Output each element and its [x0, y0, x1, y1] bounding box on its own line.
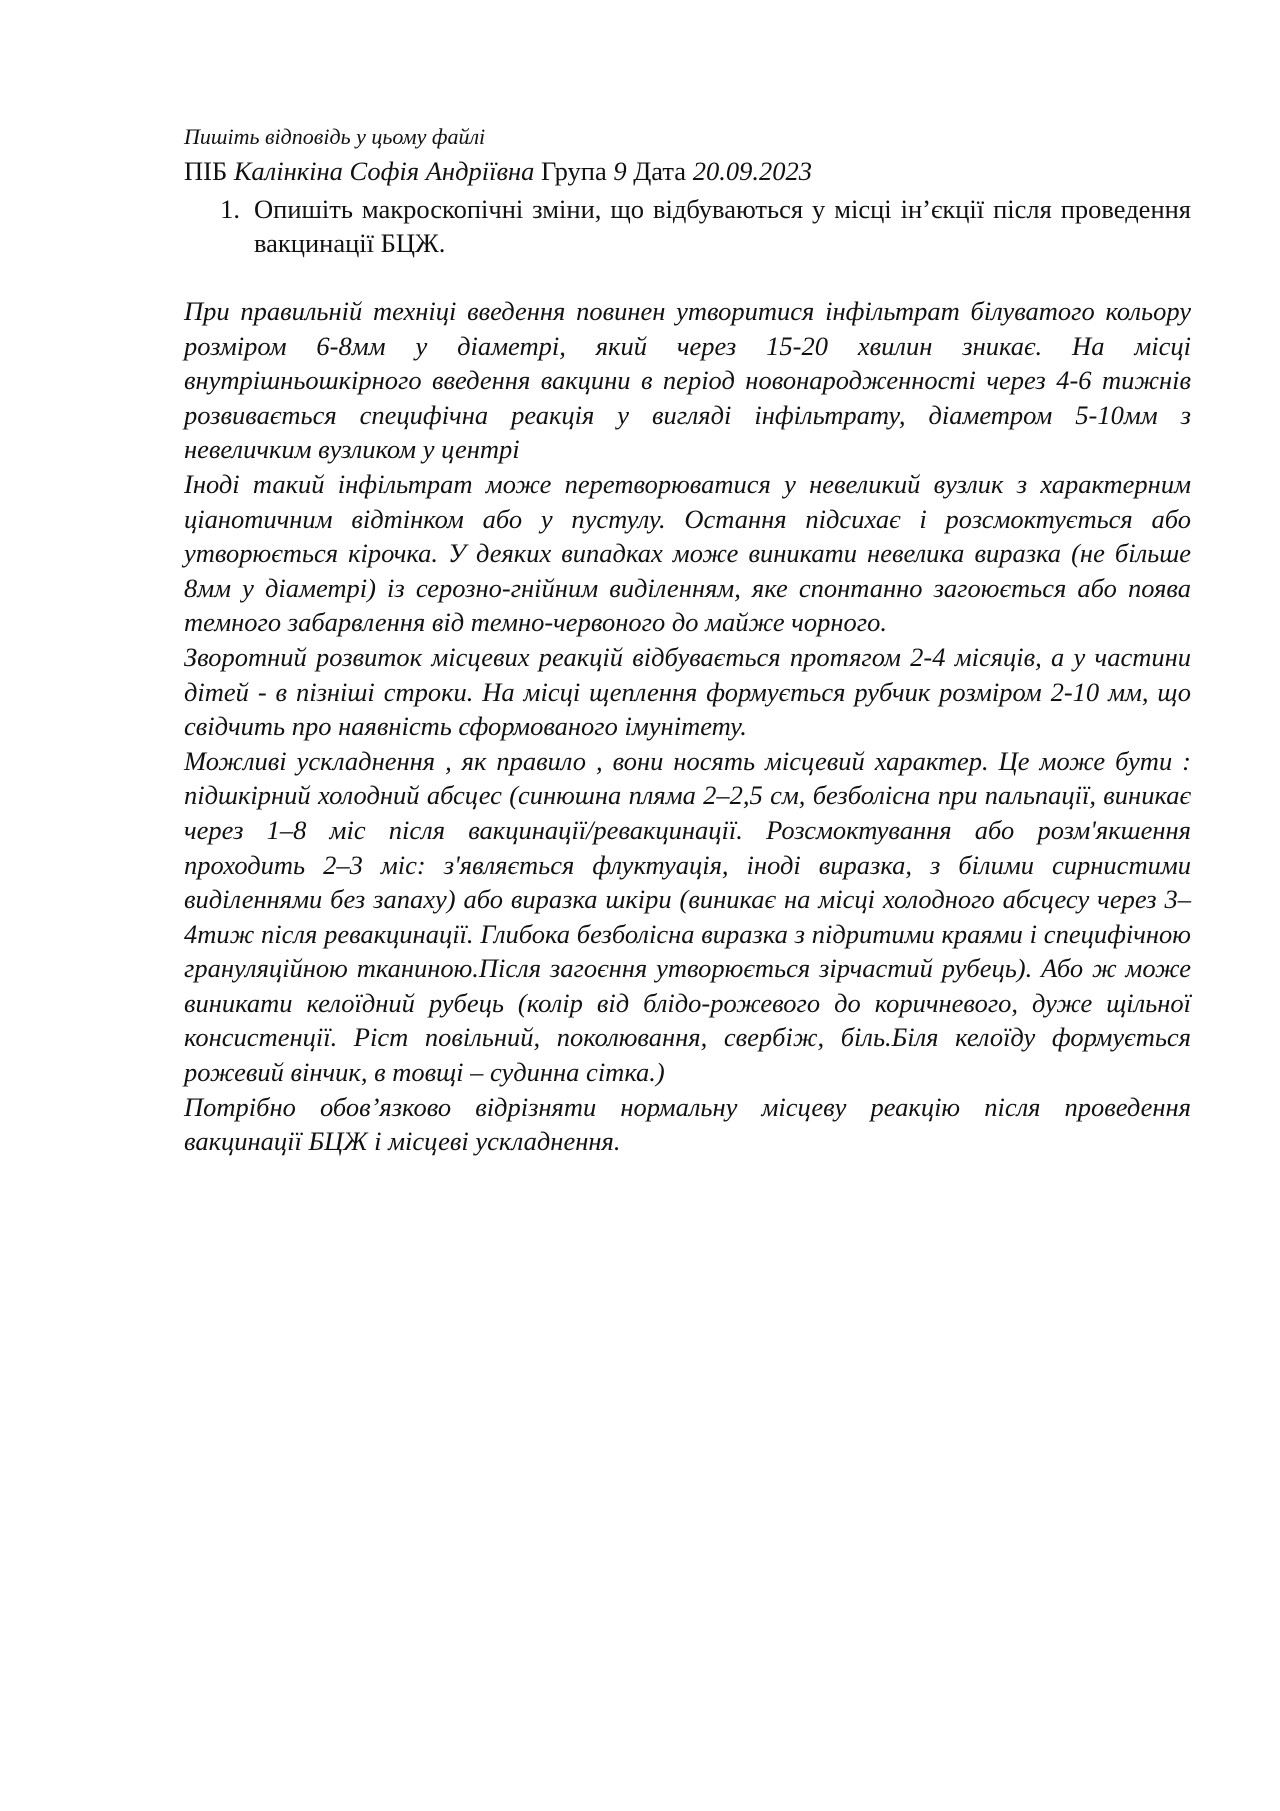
question-number: 1.	[220, 194, 240, 224]
group-label: Група	[540, 156, 607, 186]
document-body	[184, 122, 1191, 1159]
answer-paragraph: Можливі ускладнення , як правило , вони носять місцевий характер. Це може бути : підшкірний холодний абсцес (синюшна пляма 2–2,5 см, безболісна при пальпації, виникає через 1–8 міс після вакцинації/ревакцинації. Розсмоктування або розм'якшення проходить 2–3 міс: з'являється флуктуація, іноді виразка, з білими сирнистими виділеннями без запаху) або виразка шкіри (виникає на місці холодного абсцесу через 3–4тиж після ревакцинації. Глибока безболісна виразка з підритими краями і специфічною грануляційною тканиною.Після загоєння утворюється зірчастий рубець). Або ж може виникати келоїдний рубець (колір від блідо-рожевого до коричневого, дуже щільної консистенції. Ріст повільний, поколювання, свербіж, біль.Біля келоїду формується рожевий вінчик, в товщі – судинна сітка.)	[184, 745, 1191, 1088]
answer-paragraph: Потрібно обов’язково відрізняти нормальну місцеву реакцію після проведення вакцинації БЦЖ і місцеві ускладнення.	[184, 1091, 1191, 1157]
answer-paragraph: Зворотний розвиток місцевих реакцій відбувається протягом 2-4 місяців, а у частини дітей - в пізніші строки. На місці щеплення формується рубчик розміром 2-10 мм, що свідчить про наявність сформованого імунітету.	[184, 641, 1191, 742]
date-label: Дата	[633, 156, 687, 186]
student-header	[184, 154, 1191, 188]
answer-paragraph: При правильній техніці введення повинен утворитися інфільтрат білуватого кольору розміром 6-8мм у діаметрі, який через 15-20 хвилин зникає. На місці внутрішньошкірного введення вакцини в період новонародженності через 4-6 тижнів розвивається специфічна реакція у вигляді інфільтрату, діаметром 5-10мм з невеличким вузликом у центрі	[184, 296, 1191, 465]
answer-block	[184, 294, 1191, 1159]
name-label: ПІБ	[184, 156, 228, 186]
group-value: 9	[613, 156, 627, 186]
name-value: Калінкіна Софія Андріївна	[233, 156, 535, 186]
answer-paragraph: Іноді такий інфільтрат може перетворюватися у невеликий вузлик з характерним ціанотичним відтінком або у пустулу. Остання підсихає і розсмоктується або утворюється кірочка. У деяких випадках може виникати невелика виразка (не більше 8мм у діаметрі) із серозно-гнійним виділенням, яке спонтанно загоюється або поява темного забарвлення від темно-червоного до майже чорного.	[184, 468, 1191, 638]
instruction-text: Пишіть відповідь у цьому файлі	[184, 124, 486, 149]
question-item	[184, 192, 1191, 260]
date-value: 20.09.2023	[692, 156, 812, 186]
question-text: Опишіть макроскопічні зміни, що відбуваються у місці ін’єкції після проведення вакцинації БЦЖ.	[254, 194, 1191, 258]
